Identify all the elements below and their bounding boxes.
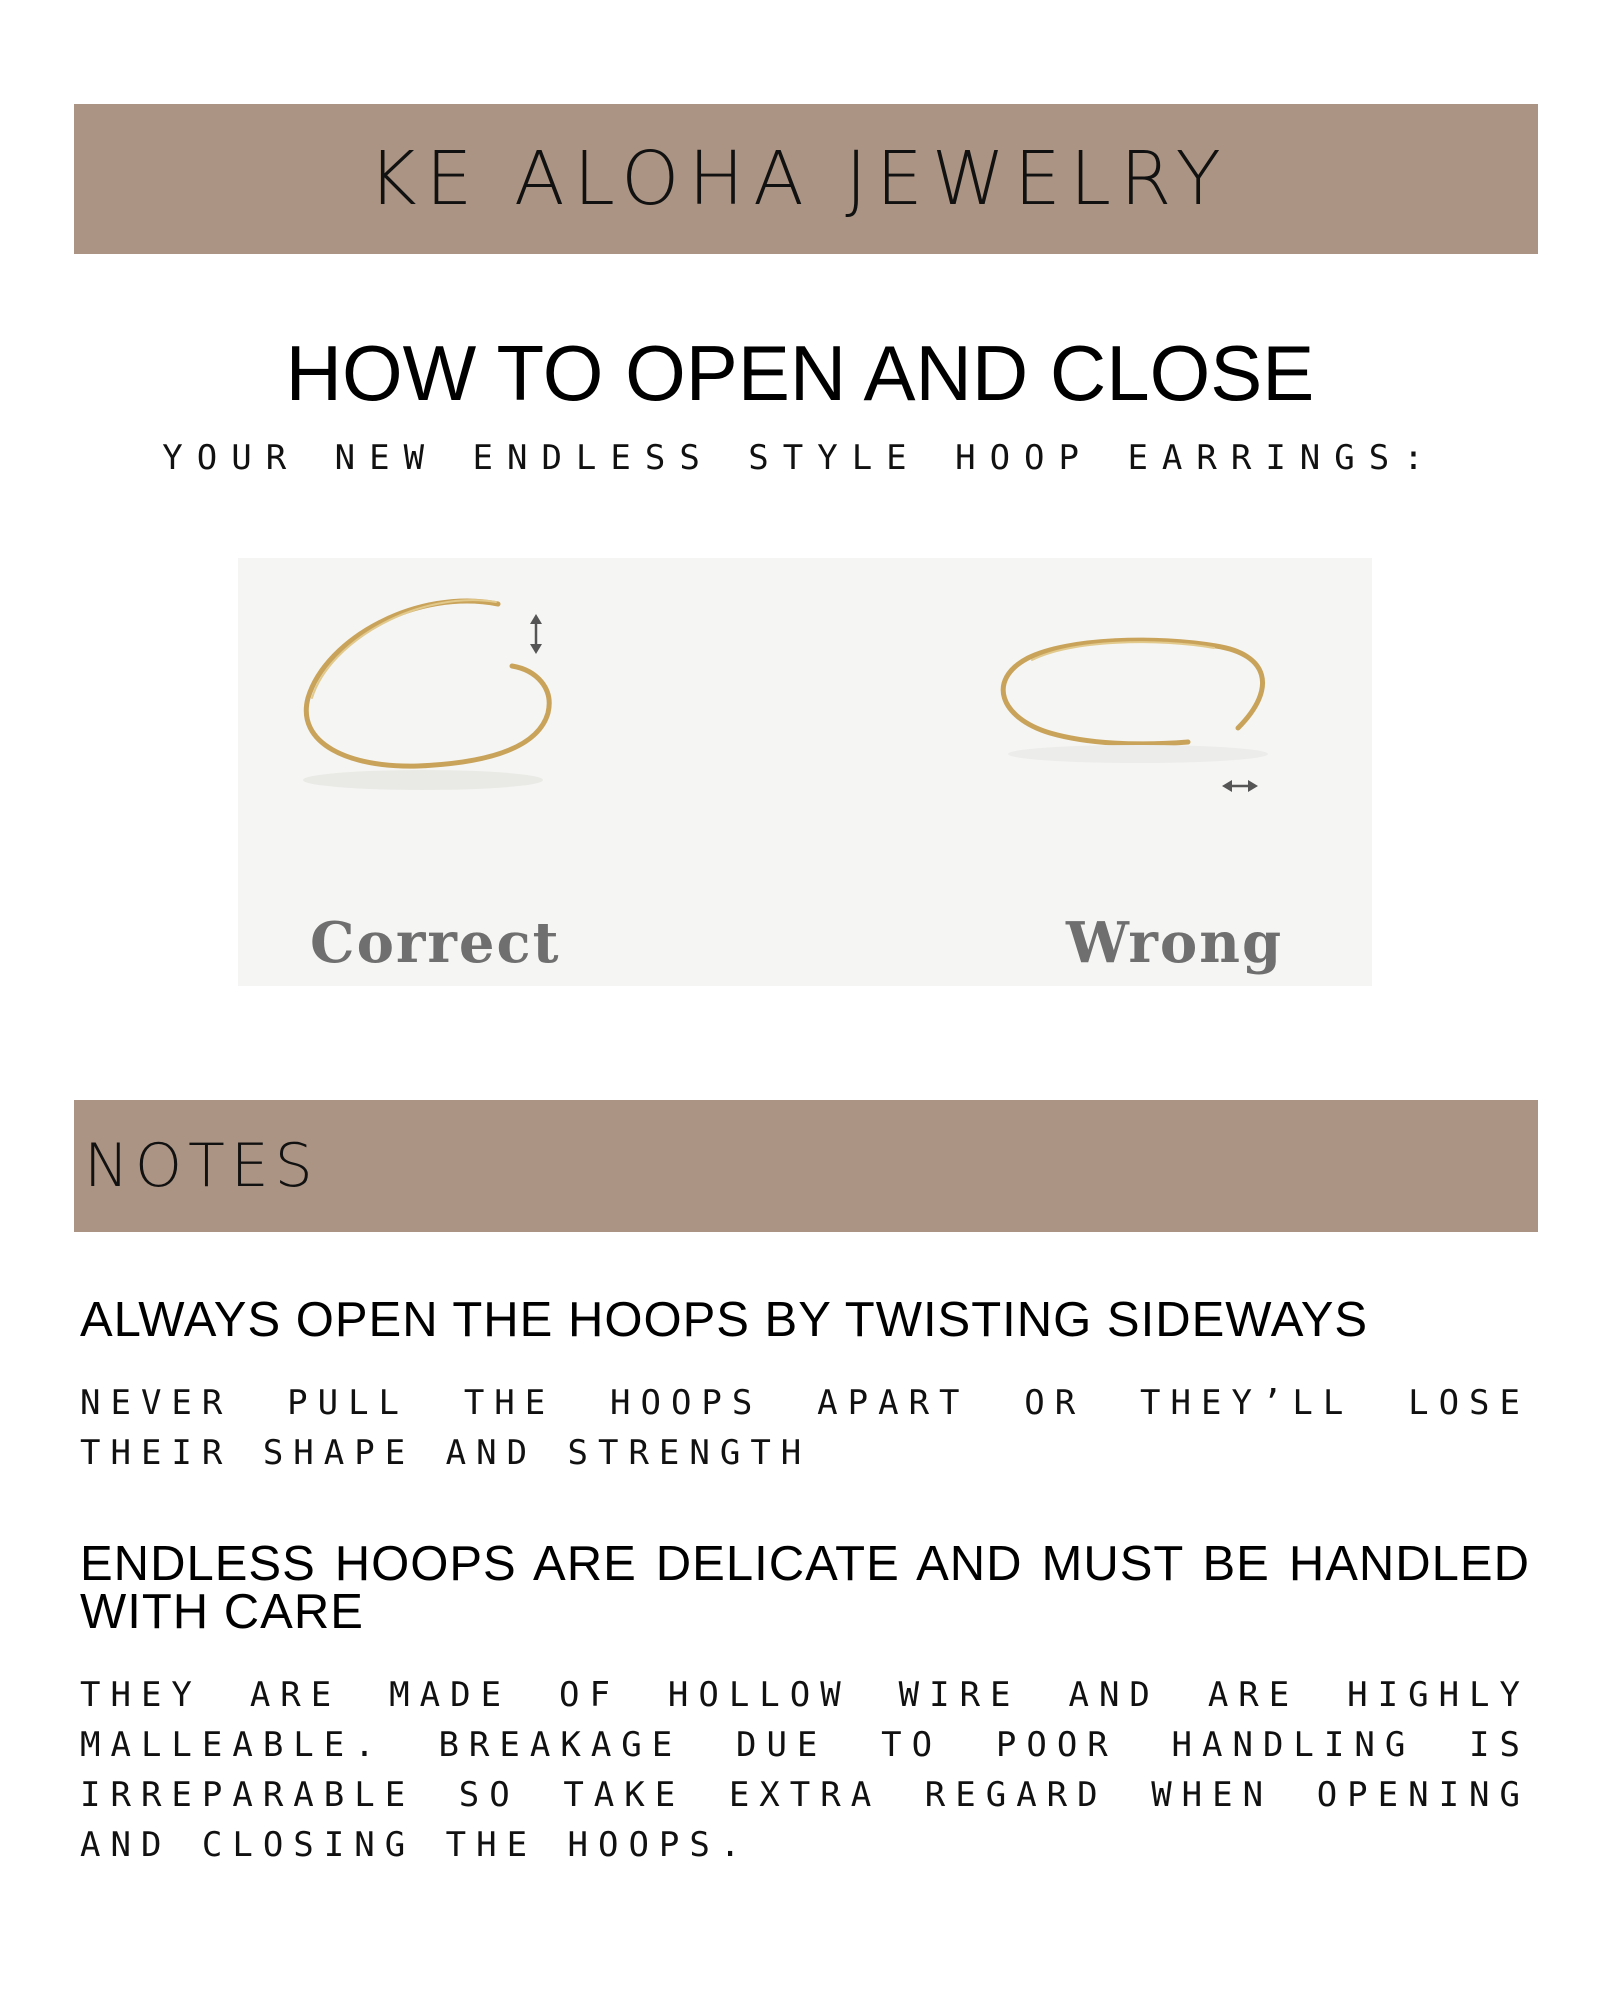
page-subtitle: YOUR NEW ENDLESS STYLE HOOP EARRINGS: [162, 438, 1438, 478]
correct-hoop [303, 600, 549, 790]
note-heading-twist: ALWAYS OPEN THE HOOPS BY TWISTING SIDEWAYS [80, 1293, 1369, 1347]
caption-correct: Correct [310, 910, 561, 976]
brand-name: KE ALOHA JEWELRY [368, 136, 1230, 222]
notes-banner [74, 1100, 1538, 1232]
caption-wrong: Wrong [1066, 910, 1284, 976]
note-heading-delicate: ENDLESS HOOPS ARE DELICATE AND MUST BE HANDLED WITH CARE [80, 1537, 1530, 1639]
vertical-arrow-icon [530, 614, 542, 654]
notes-title: NOTES [84, 1131, 319, 1201]
hoop-comparison-image [238, 558, 1372, 986]
horizontal-arrow-icon [1222, 780, 1258, 792]
page-title: HOW TO OPEN AND CLOSE [285, 329, 1315, 417]
note-body-delicate: THEY ARE MADE OF HOLLOW WIRE AND ARE HIGHLY MALLEABLE. BREAKAGE DUE TO POOR HANDLING IS IRREPARABLE SO TAKE EXTRA REGARD WHEN OPENING AND CLOSING THE HOOPS. [80, 1675, 1530, 1865]
brand-banner [74, 104, 1538, 254]
wrong-hoop [1001, 636, 1268, 763]
note-body-twist: NEVER PULL THE HOOPS APART OR THEY’LL LOSE THEIR SHAPE AND STRENGTH [80, 1383, 1530, 1473]
